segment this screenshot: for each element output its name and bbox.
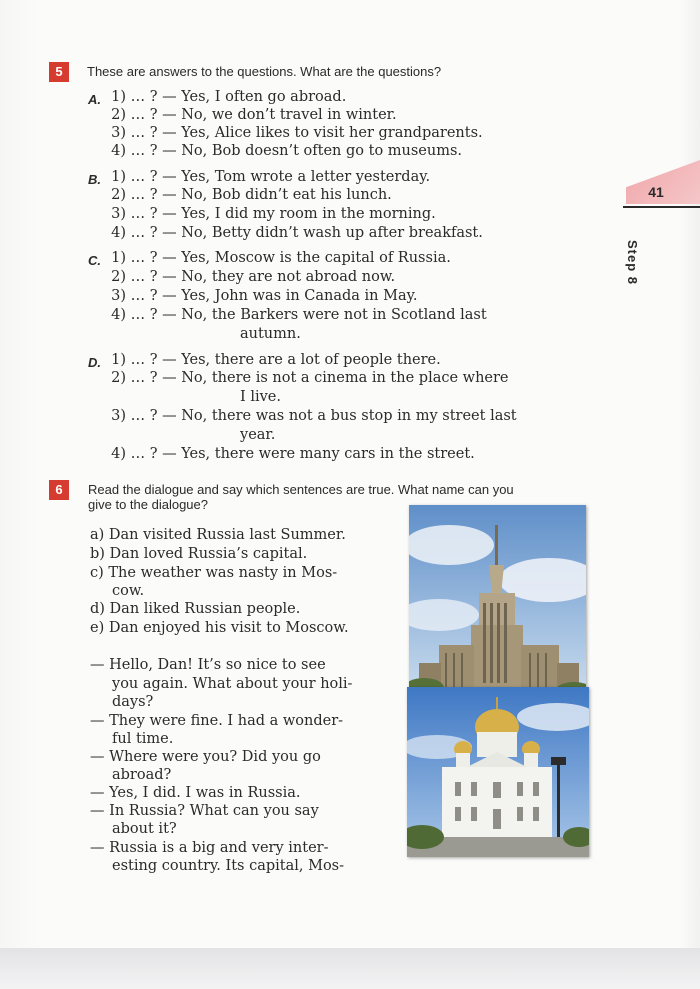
answer-line: 3) … ? — Yes, Alice likes to visit her grandparents. (111, 125, 483, 141)
dialogue-line: — They were fine. I had a wonder- (90, 713, 344, 729)
exercise-6-instruction-line: Read the dialogue and say which sentences are true. What name can you (88, 482, 514, 497)
statement-line: a) Dan visited Russia last Summer. (90, 527, 346, 543)
statement-line: cow. (112, 583, 145, 599)
dialogue-line: — Where were you? Did you go (90, 749, 321, 765)
exercise-5-instruction: These are answers to the questions. What are the questions? (87, 64, 442, 79)
page-number-rule (623, 206, 700, 208)
answer-line: 3) … ? — No, there was not a bus stop in my street last (111, 408, 517, 424)
dialogue-line: — Russia is a big and very inter- (90, 840, 329, 856)
answer-line: 1) … ? — Yes, Tom wrote a letter yesterday. (111, 169, 431, 185)
answer-line: 2) … ? — No, we don’t travel in winter. (111, 107, 397, 123)
exercise-5-number: 5 (49, 62, 69, 82)
answer-line: 4) … ? — No, Betty didn’t wash up after breakfast. (111, 225, 483, 241)
exercise-6-number: 6 (49, 480, 69, 500)
dialogue-line: you again. What about your holi- (112, 676, 353, 692)
dialogue-line: — Yes, I did. I was in Russia. (90, 785, 301, 801)
group-letter-a: A. (88, 92, 101, 107)
page-number: 41 (648, 184, 664, 200)
group-letter-b: B. (88, 172, 101, 187)
photo-cathedral (407, 687, 589, 857)
dialogue-line: esting country. Its capital, Mos- (112, 858, 345, 874)
dialogue-line: — In Russia? What can you say (90, 803, 319, 819)
dialogue-line: days? (112, 694, 154, 710)
answer-line: 3) … ? — Yes, John was in Canada in May. (111, 288, 418, 304)
answer-line: 1) … ? — Yes, there are a lot of people there. (111, 352, 441, 368)
answer-line: 1) … ? — Yes, Moscow is the capital of Russia. (111, 250, 451, 266)
answer-line-continuation: autumn. (240, 326, 301, 342)
answer-line-continuation: year. (240, 427, 276, 443)
photo-moscow-skyscraper (409, 505, 586, 695)
dialogue-line: abroad? (112, 767, 172, 783)
dialogue-line: ful time. (112, 731, 174, 747)
answer-line: 3) … ? — Yes, I did my room in the morning. (111, 206, 436, 222)
statement-line: d) Dan liked Russian people. (90, 601, 301, 617)
group-letter-c: C. (88, 253, 101, 268)
statement-line: b) Dan loved Russia’s capital. (90, 546, 308, 562)
answer-line: 2) … ? — No, there is not a cinema in the place where (111, 370, 509, 386)
bottom-margin (0, 948, 700, 989)
dialogue-line: about it? (112, 821, 177, 837)
answer-line-continuation: I live. (240, 389, 281, 405)
exercise-6-instruction-line: give to the dialogue? (88, 497, 208, 512)
answer-line: 4) … ? — Yes, there were many cars in the street. (111, 446, 475, 462)
answer-line: 1) … ? — Yes, I often go abroad. (111, 89, 347, 105)
statement-line: c) The weather was nasty in Mos- (90, 565, 338, 581)
answer-line: 2) … ? — No, they are not abroad now. (111, 269, 396, 285)
answer-line: 2) … ? — No, Bob didn’t eat his lunch. (111, 187, 392, 203)
answer-line: 4) … ? — No, the Barkers were not in Scotland last (111, 307, 487, 323)
dialogue-line: — Hello, Dan! It’s so nice to see (90, 657, 326, 673)
group-letter-d: D. (88, 355, 101, 370)
statement-line: e) Dan enjoyed his visit to Moscow. (90, 620, 349, 636)
step-label: Step 8 (625, 240, 640, 286)
answer-line: 4) … ? — No, Bob doesn’t often go to museums. (111, 143, 463, 159)
